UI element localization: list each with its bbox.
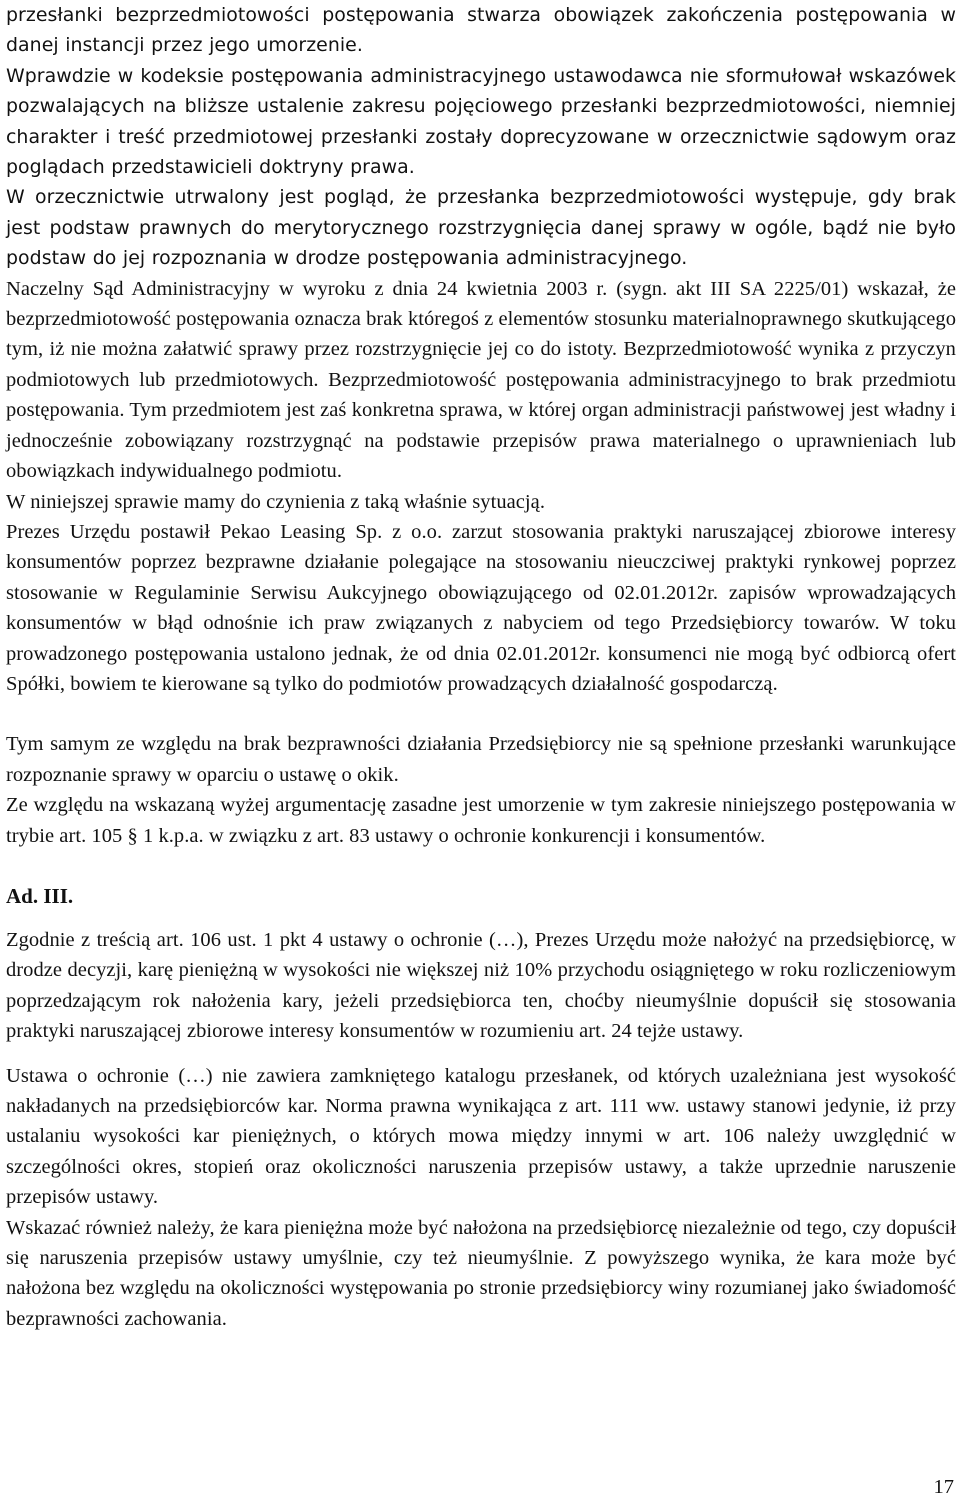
paragraph-3: W orzecznictwie utrwalony jest pogląd, że przesłanka bezprzedmiotowości występuje, gdy brak jest podstaw prawnych do merytorycznego rozstrzygnięcia danej sprawy w ogóle, bądź nie było podstaw do jej rozpoznania w drodze postępowania administracyjnego. — [6, 186, 956, 270]
paragraph-7: Tym samym ze względu na brak bezprawności działania Przedsiębiorcy nie są spełnione przesłanki warunkujące rozpoznanie sprawy w oparciu o ustawę o okik. — [6, 733, 956, 786]
spacer — [6, 699, 956, 729]
spacer — [6, 911, 956, 925]
paragraph-8: Ze względu na wskazaną wyżej argumentację zasadne jest umorzenie w tym zakresie niniejszego postępowania w trybie art. 105 § 1 k.p.a. w związku z art. 83 ustawy o ochronie konkurencji i konsumentów. — [6, 794, 956, 847]
paragraph-5: W niniejszej sprawie mamy do czynienia z taką właśnie sytuacją. — [6, 490, 545, 513]
section-heading: Ad. III. — [6, 883, 74, 908]
paragraph-2: Wprawdzie w kodeksie postępowania administracyjnego ustawodawca nie sformułował wskazówek pozwalających na bliższe ustalenie zakresu pojęciowego przesłanki bezprzedmiotowości, niemniej charakter i treść przedmiotowej przesłanki zostały doprecyzowane w orzecznictwie sądowym oraz poglądach przedstawicieli doktryny prawa. — [6, 64, 956, 179]
paragraph-10: Ustawa o ochronie (…) nie zawiera zamkniętego katalogu przesłanek, od których uzależniana jest wysokość nakładanych na przedsiębiorców kar. Norma prawna wynikająca z art. 111 ww. ustawy stanowi jedynie, iż przy ustalaniu wysokości kar pieniężnych, o których mowa między innymi w art. 106 należy uwzględnić w szczególności okres, stopień oraz okoliczności naruszenia przepisów ustawy, a także uprzednie naruszenie przepisów ustawy. — [6, 1064, 956, 1209]
paragraph-9: Zgodnie z treścią art. 106 ust. 1 pkt 4 ustawy o ochronie (…), Prezes Urzędu może nałożyć na przedsiębiorcę, w drodze decyzji, karę pieniężną w wysokości nie większej niż 10% przychodu osiągniętego w roku rozliczeniowym poprzedzającym rok nałożenia kary, jeżeli przedsiębiorca ten, choćby nieumyślnie dopuścił się stosowania praktyki naruszającej zbiorowe interesy konsumentów w rozumieniu art. 24 tejże ustawy. — [6, 928, 956, 1043]
paragraph-1: przesłanki bezprzedmiotowości postępowania stwarza obowiązek zakończenia postępowania w danej instancji przez jego umorzenie. — [6, 4, 956, 57]
page-number: 17 — [933, 1476, 954, 1498]
spacer — [6, 1047, 956, 1061]
paragraph-11: Wskazać również należy, że kara pieniężna może być nałożona na przedsiębiorcę niezależnie od tego, czy dopuścił się naruszenia przepisów ustawy umyślnie, czy też nieumyślnie. Z powyższego wynika, że kara może być nałożona bez względu na okoliczności występowania po stronie przedsiębiorcy winy rozumianej jako świadomość bezprawności zachowania. — [6, 1216, 956, 1330]
document-page — [6, 0, 956, 1334]
paragraph-4: Naczelny Sąd Administracyjny w wyroku z dnia 24 kwietnia 2003 r. (sygn. akt III SA 2225/01) wskazał, że bezprzedmiotowość postępowania oznacza brak któregoś z elementów stosunku materialnoprawnego skutkującego tym, iż nie można załatwić sprawy przez rozstrzygnięcie jej co do istoty. Bezprzedmiotowość wynika z przyczyn podmiotowych lub przedmiotowych. Bezprzedmiotowość postępowania administracyjnego to brak przedmiotu postępowania. Tym przedmiotem jest zaś konkretna sprawa, w której organ administracji państwowej jest władny i jednocześnie zobowiązany rozstrzygnąć na podstawie przepisów prawa materialnego o uprawnieniach lub obowiązkach indywidualnego podmiotu. — [6, 277, 956, 483]
paragraph-6: Prezes Urzędu postawił Pekao Leasing Sp. z o.o. zarzut stosowania praktyki naruszającej zbiorowe interesy konsumentów poprzez bezprawne działanie polegające na stosowaniu nieuczciwej praktyki rynkowej poprzez stosowanie w Regulaminie Serwisu Aukcyjnego obowiązującego od 02.01.2012r. zapisów wprowadzających konsumentów w błąd odnośnie ich praw związanych z nabyciem od tego Przedsiębiorcy towarów. W toku prowadzonego postępowania ustalono jednak, że od dnia 02.01.2012r. konsumenci nie mogą być odbiorcą ofert Spółki, bowiem te kierowane są tylko do podmiotów prowadzących działalność gospodarczą. — [6, 520, 956, 695]
spacer — [6, 851, 956, 881]
